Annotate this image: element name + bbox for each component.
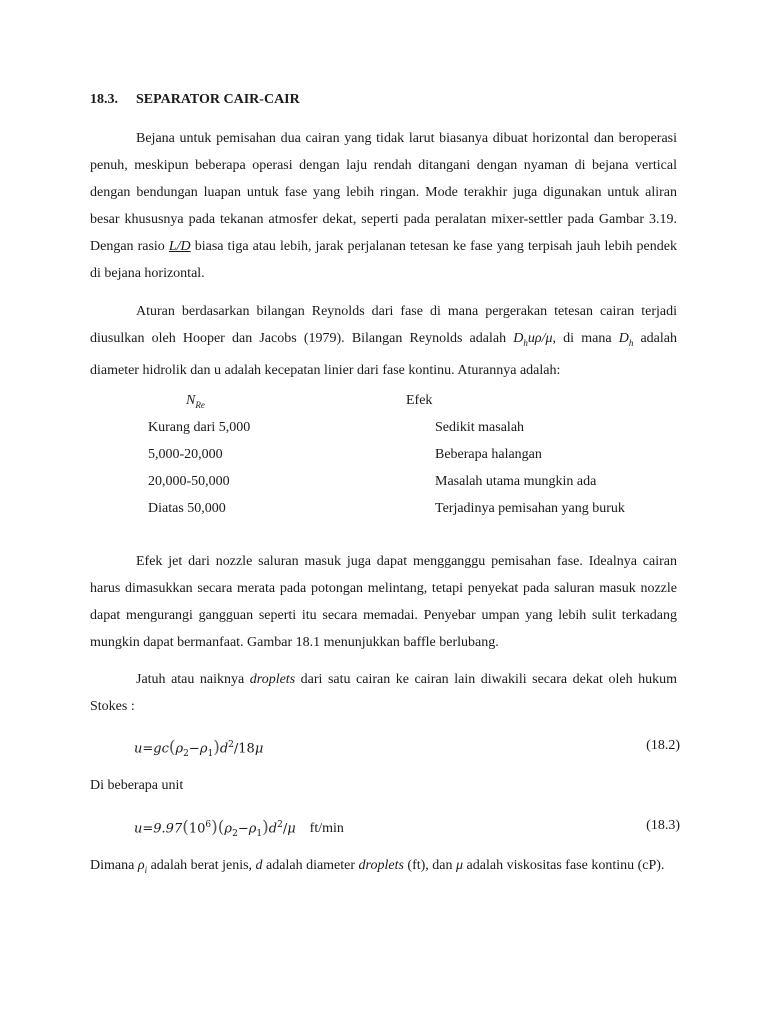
droplets-term-2: droplets	[358, 858, 404, 873]
table-row-re-1: Kurang dari 5,000	[148, 420, 251, 435]
equation-number-18-3: (18.3)	[646, 818, 680, 833]
table-row-re-4: Diatas 50,000	[148, 501, 226, 516]
section-title: SEPARATOR CAIR-CAIR	[136, 92, 300, 107]
equation-18-3	[90, 812, 680, 839]
para2-text-b: , di mana	[552, 331, 619, 346]
table-row-effect-1: Sedikit masalah	[435, 420, 525, 435]
table-row-re-3: 20,000-50,000	[148, 474, 230, 489]
para2-text-c: adalah diameter hidrolik dan u adalah kecepatan linier dari fase kontinu. Aturannya adalah:	[90, 331, 677, 378]
mu-symbol: μ	[456, 858, 464, 873]
droplets-term: droplets	[249, 672, 296, 687]
equation-18-2	[90, 732, 680, 759]
effect-column	[406, 387, 625, 522]
paragraph-stokes-law: Jatuh atau naiknya droplets dari satu cairan ke cairan lain diwakili secara dekat oleh hukum Stokes :	[90, 672, 677, 714]
reynolds-expression: $D_hu\rho/\mu$	[513, 331, 553, 348]
table-row-re-2: 5,000-20,000	[148, 447, 223, 462]
equation-number-18-2: (18.2)	[646, 738, 680, 753]
hydraulic-diameter-symbol: $D_h$	[618, 331, 634, 348]
paragraph-variable-definitions: Dimana $\rho_i$ adalah berat jenis, d adalah diameter droplets (ft), dan μ adalah viskositas fase kontinu (cP).	[90, 858, 665, 875]
reynolds-column	[148, 387, 250, 522]
paragraph-reynolds-rule	[90, 298, 677, 384]
table-row-effect-4: Terjadinya pemisahan yang buruk	[435, 501, 625, 516]
table-row-effect-3: Masalah utama mungkin ada	[435, 474, 597, 489]
equation-18-3-formula: $u=9.97(10^6)(\rho_2-\rho_1)d^2/\mu$ ft/min	[134, 817, 344, 839]
reynolds-header: $N_{Re}$	[186, 393, 205, 410]
rho-symbol: ρ	[137, 858, 145, 873]
paragraph-some-units: Di beberapa unit	[90, 778, 184, 793]
section-heading	[90, 92, 300, 108]
equation-18-2-formula: $u=gc(\rho_2-\rho_1)d^2/18\mu$	[134, 737, 264, 759]
para1-text-b: biasa tiga atau lebih, jarak perjalanan tetesan ke fase yang terpisah jauh lebih pendek di bejana horizontal.	[90, 239, 677, 281]
para1-text-a: Bejana untuk pemisahan dua cairan yang tidak larut biasanya dibuat horizontal dan beroperasi penuh, meskipun beberapa operasi dengan laju rendah ditangani dengan nyaman di bejana vertical dengan bendungan luapan untuk fase yang lebih ringan. Mode terakhir juga digunakan untuk aliran besar khususnya pada tekanan atmosfer dekat, seperti pada peralatan mixer-settler pada Gambar 3.19. Dengan rasio	[90, 131, 677, 254]
d-symbol: d	[255, 858, 263, 873]
paragraph-jet-effects: Efek jet dari nozzle saluran masuk juga dapat mengganggu pemisahan fase. Idealnya cairan harus dimasukkan secara merata pada potongan melintang, tetapi penyekat pada saluran masuk nozzle dapat mengurangi gangguan seperti itu secara memadai. Penyebar umpan yang lebih sulit terkadang mungkin dapat bermanfaat. Gambar 18.1 menunjukkan baffle berlubang.	[90, 554, 677, 650]
equation-unit: ft/min	[309, 821, 344, 837]
para2-text-a: Aturan berdasarkan bilangan Reynolds dari fase di mana pergerakan tetesan cairan terjadi diusulkan oleh Hooper dan Jacobs (1979). Bilangan Reynolds adalah	[90, 304, 677, 346]
section-number: 18.3.	[90, 92, 118, 107]
table-row-effect-2: Beberapa halangan	[435, 447, 542, 462]
paragraph-vessel-orientation	[90, 125, 677, 287]
ld-ratio: L/D	[168, 239, 191, 254]
effect-header: Efek	[406, 393, 433, 408]
